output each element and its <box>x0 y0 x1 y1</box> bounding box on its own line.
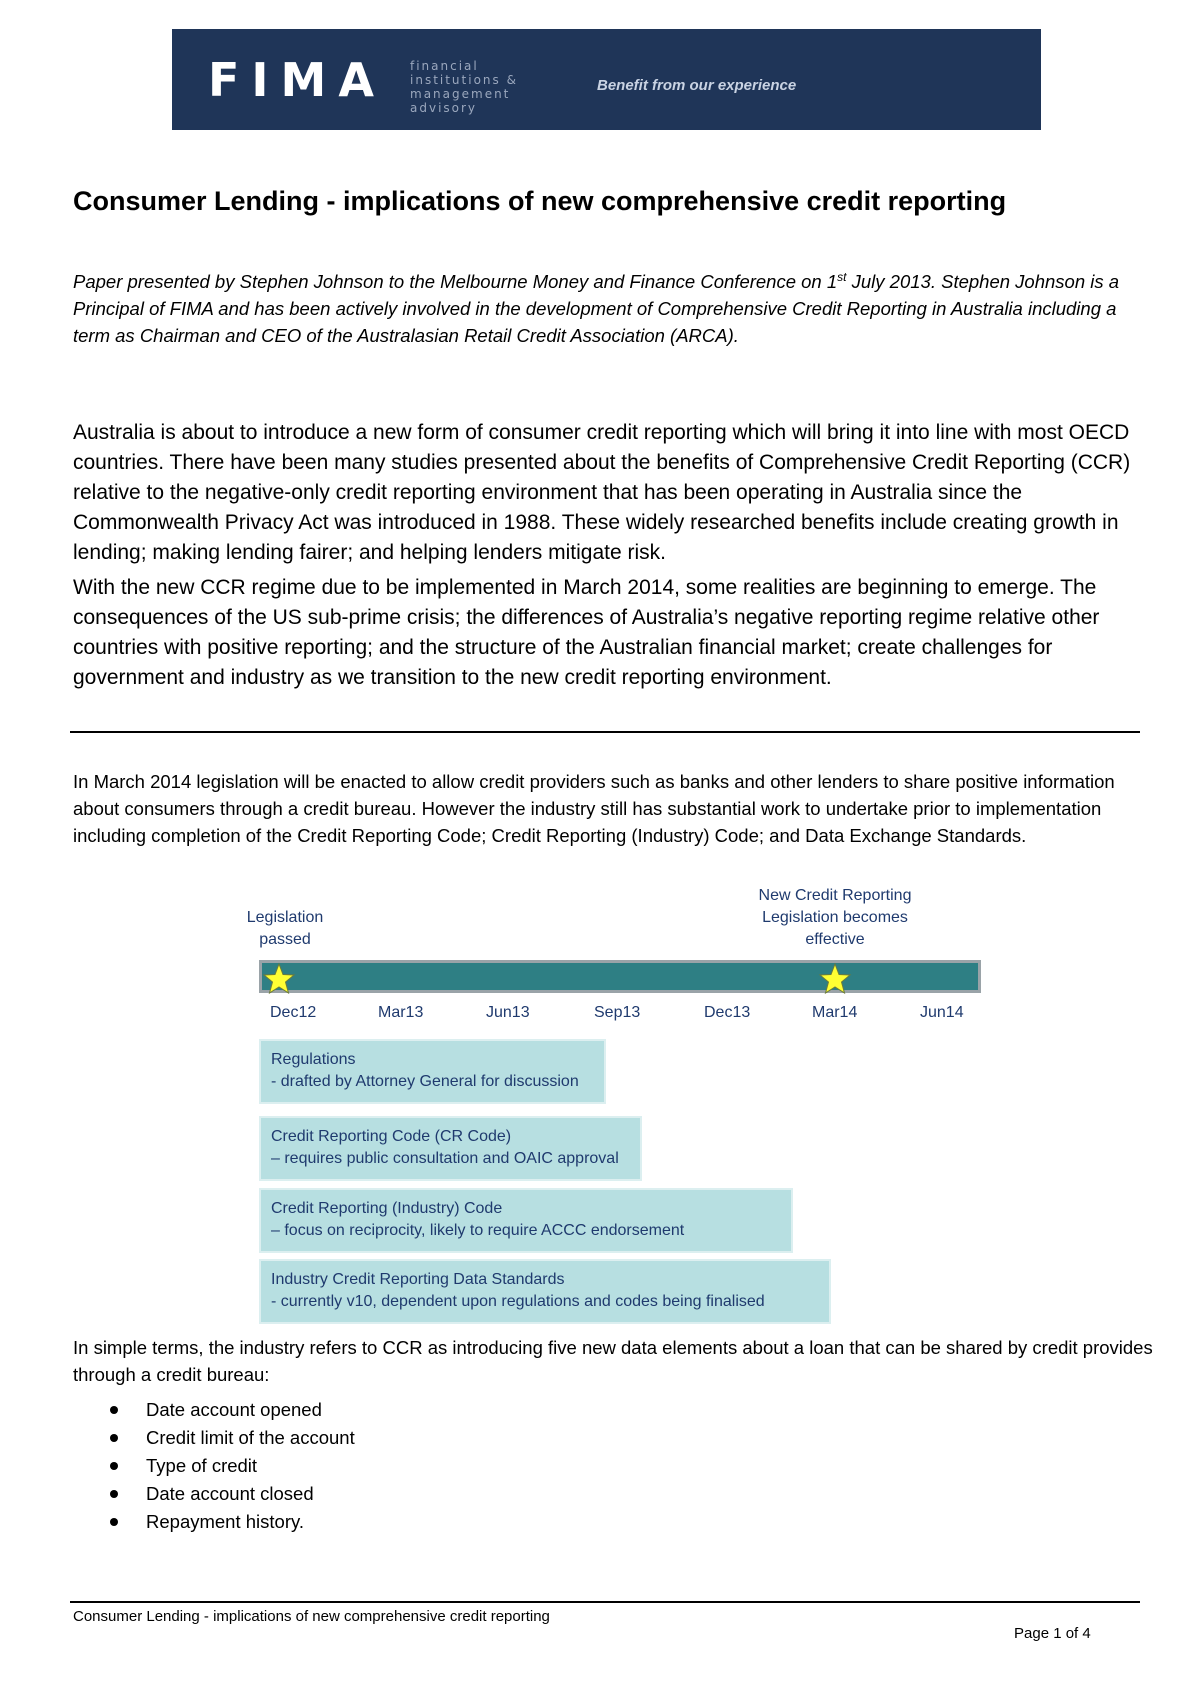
milestone-label-line: Legislation becomes <box>762 909 908 926</box>
timeline-tick: Mar13 <box>378 1004 424 1021</box>
page-number: Page 1 of 4 <box>1014 1625 1091 1642</box>
timeline-tick: Dec12 <box>270 1004 317 1021</box>
document-title: Consumer Lending - implications of new comprehensive credit reporting <box>73 186 1007 216</box>
section-divider <box>70 731 1140 733</box>
milestone-label-line: Legislation <box>246 909 324 926</box>
phase-detail: – focus on reciprocity, likely to require ACCC endorsement <box>271 1222 685 1239</box>
phase-data-standards <box>259 1259 831 1324</box>
list-item <box>105 1424 355 1452</box>
brand-subtitle <box>410 59 550 115</box>
list-item-text: Date account opened <box>146 1399 322 1420</box>
phase-detail: - drafted by Attorney General for discussion <box>271 1073 579 1090</box>
bullet-icon <box>110 1462 118 1470</box>
milestone-label-line: New Credit Reporting <box>758 887 912 904</box>
intro-paragraph <box>73 264 1153 349</box>
milestone-label-line: effective <box>805 931 865 948</box>
simple-terms-paragraph: In simple terms, the industry refers to CCR as introducing five new data elements about a loan that can be shared by credit provides through a credit bureau: <box>73 1337 1153 1385</box>
list-item <box>105 1452 355 1480</box>
header-banner <box>172 29 1041 130</box>
milestone-star-icon <box>818 962 852 996</box>
footer-divider <box>70 1601 1140 1603</box>
brand-subtitle-line: advisory <box>410 101 478 115</box>
bullet-icon <box>110 1490 118 1498</box>
phase-cr-code <box>259 1116 642 1181</box>
phase-title: Credit Reporting (Industry) Code <box>271 1200 503 1217</box>
phase-title: Regulations <box>271 1051 356 1068</box>
list-item-text: Repayment history. <box>146 1511 304 1532</box>
phase-title: Industry Credit Reporting Data Standards <box>271 1271 565 1288</box>
body-paragraph: Australia is about to introduce a new form of consumer credit reporting which will bring it into line with most OECD countries. There have been many studies presented about the benefits of Comprehensive Credit Reporting (CCR) relative to the negative-only credit reporting environment that has been operating in Australia since the Commonwealth Privacy Act was introduced in 1988. These widely researched benefits include creating growth in lending; making lending fairer; and helping lenders mitigate risk. <box>73 421 1131 564</box>
timeline-tick: Mar14 <box>812 1004 858 1021</box>
brand-subtitle-line: management <box>410 87 511 101</box>
timeline-tick: Dec13 <box>704 1004 751 1021</box>
bullet-icon <box>110 1434 118 1442</box>
body-paragraph: With the new CCR regime due to be implemented in March 2014, some realities are beginning to emerge. The consequences of the US sub-prime crisis; the differences of Australia’s negative reporting regime relative other countries with positive reporting; and the structure of the Australian financial market; create challenges for government and industry as we transition to the new credit reporting environment. <box>73 576 1100 689</box>
phase-detail: – requires public consultation and OAIC approval <box>271 1150 619 1167</box>
timeline-bar <box>259 960 981 993</box>
milestone-star-icon <box>262 962 296 996</box>
data-elements-list <box>105 1396 355 1536</box>
timeline-tick: Jun13 <box>486 1004 530 1021</box>
brand-logo: FIMA <box>208 53 386 107</box>
list-item-text: Type of credit <box>146 1455 258 1476</box>
milestone-label-line: passed <box>259 931 311 948</box>
list-item <box>105 1396 355 1424</box>
phase-regulations <box>259 1039 606 1104</box>
bullet-icon <box>110 1406 118 1414</box>
bullet-icon <box>110 1518 118 1526</box>
intro-text-rest: July 2013. Stephen Johnson is a Principal of FIMA and has been actively involved in the development of Comprehensive Credit Reporting in Australia including a term as Chairman and CEO of the Australasian Retail Credit Association (ARCA). <box>73 271 1120 347</box>
timeline-tick: Sep13 <box>594 1004 641 1021</box>
intro-superscript: st <box>837 270 847 284</box>
brand-subtitle-line: financial <box>410 59 479 73</box>
timeline-tick: Jun14 <box>920 1004 964 1021</box>
list-item <box>105 1480 355 1508</box>
phase-title: Credit Reporting Code (CR Code) <box>271 1128 512 1145</box>
list-item <box>105 1508 355 1536</box>
list-item-text: Credit limit of the account <box>146 1427 355 1448</box>
milestone-label-legislation-passed <box>235 907 335 951</box>
footer-title: Consumer Lending - implications of new comprehensive credit reporting <box>73 1608 550 1625</box>
phase-industry-code <box>259 1188 793 1253</box>
phase-detail: - currently v10, dependent upon regulations and codes being finalised <box>271 1293 765 1310</box>
intro-text: Paper presented by Stephen Johnson to the Melbourne Money and Finance Conference on 1 <box>73 271 838 293</box>
milestone-label-legislation-effective <box>735 885 935 951</box>
tagline: Benefit from our experience <box>597 77 797 94</box>
lead-paragraph: In March 2014 legislation will be enacted to allow credit providers such as banks and other lenders to share positive information about consumers through a credit bureau. However the industry still has substantial work to undertake prior to implementation including completion of the Credit Reporting Code; Credit Reporting (Industry) Code; and Data Exchange Standards. <box>73 771 1115 846</box>
list-item-text: Date account closed <box>146 1483 314 1504</box>
brand-subtitle-line: institutions & <box>410 73 518 87</box>
